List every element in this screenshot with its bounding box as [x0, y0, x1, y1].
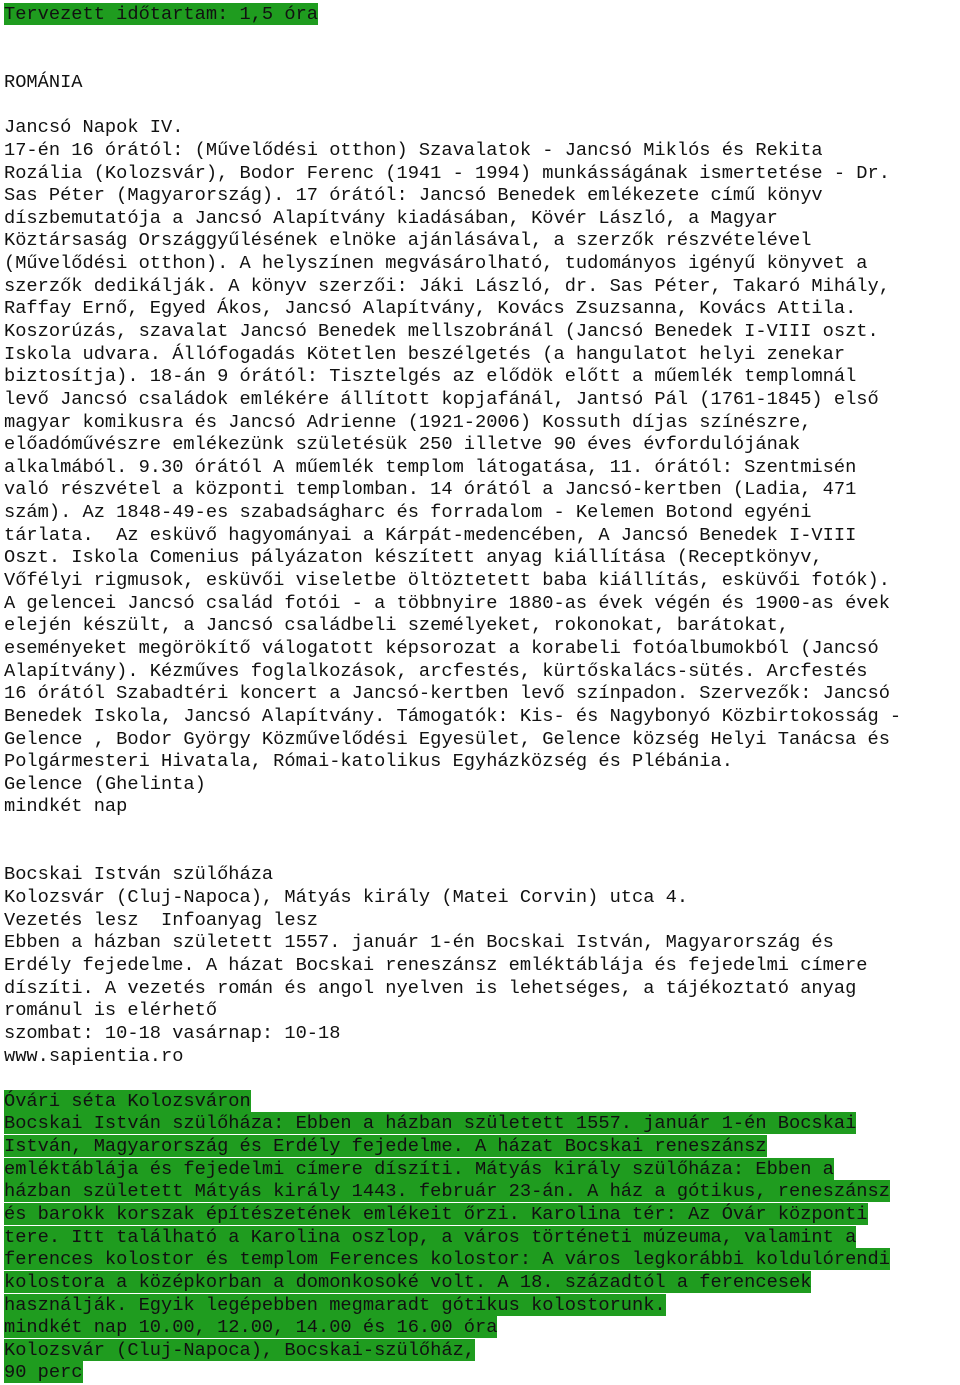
text-line: [4, 728, 956, 751]
text-line: [4, 1271, 956, 1294]
text-line: [4, 343, 956, 366]
text-line: [4, 524, 956, 547]
text-line-content: szombat: 10-18 vasárnap: 10-18: [4, 1021, 341, 1044]
spacer: [4, 26, 956, 71]
text-line-content: 16 órától Szabadtéri koncert a Jancsó-kertben levő színpadon. Szervezők: Jancsó: [4, 682, 890, 705]
text-line-content: Koszorúzás, szavalat Jancsó Benedek mellszobránál (Jancsó Benedek I-VIII oszt.: [4, 319, 879, 342]
text-line: [4, 750, 956, 773]
text-line: [4, 909, 956, 932]
text-line: [4, 592, 956, 615]
text-line-content: 90 perc: [4, 1361, 83, 1384]
text-line-content: tárlata. Az esküvő hagyományai a Kárpát-medencében, A Jancsó Benedek I-VIII: [4, 523, 857, 546]
text-line-content: házban született Mátyás király 1443. február 23-án. A ház a gótikus, reneszánsz: [4, 1180, 890, 1203]
text-line: [4, 1045, 956, 1068]
text-line: [4, 252, 956, 275]
text-line: [4, 863, 956, 886]
text-line: [4, 365, 956, 388]
text-line-content: Rozália (Kolozsvár), Bodor Ferenc (1941 - 1994) munkásságának ismertetése - Dr.: [4, 161, 890, 184]
text-line-content: Vezetés lesz Infoanyag lesz: [4, 908, 319, 931]
text-line-content: Benedek Iskola, Jancsó Alapítvány. Támogatók: Kis- és Nagybonyó Közbirtokosság -: [4, 704, 902, 727]
text-line-content: Ebben a házban született 1557. január 1-én Bocskai István, Magyarország és: [4, 931, 834, 954]
planned-duration-text: Tervezett időtartam: 1,5 óra: [4, 3, 319, 25]
text-line-content: és barokk korszak építészetének emlékeit őrzi. Karolina tér: Az Óvár központi: [4, 1202, 868, 1225]
text-line-content: Erdély fejedelme. A házat Bocskai reneszánsz emléktáblája és fejedelmi címere: [4, 953, 868, 976]
text-line-content: A gelencei Jancsó család fotói - a többnyire 1880-as évek végén és 1900-as évek: [4, 591, 890, 614]
text-line: [4, 546, 956, 569]
text-line: [4, 501, 956, 524]
text-line: [4, 184, 956, 207]
text-line: [4, 139, 956, 162]
text-line: [4, 705, 956, 728]
text-line: [4, 1112, 956, 1135]
spacer: [4, 818, 956, 863]
event-block-bocskai: [4, 863, 956, 1067]
text-line-content: Bocskai István szülőháza: Ebben a házban született 1557. január 1-én Bocskai: [4, 1112, 857, 1135]
text-line-content: Alapítvány). Kézműves foglalkozások, arcfestés, kürtőskalács-sütés. Arcfestés: [4, 659, 868, 682]
text-line-content: mindkét nap 10.00, 12.00, 14.00 és 16.00 óra: [4, 1316, 498, 1339]
text-line-content: eseményeket megörökítő válogatott képsorozat a korabeli fotóalbumokból (Jancsó: [4, 636, 879, 659]
text-line: [4, 411, 956, 434]
text-line: [4, 1294, 956, 1317]
text-line: [4, 1226, 956, 1249]
text-line-content: emléktáblája és fejedelmi címere díszíti. Mátyás király szülőháza: Ebben a: [4, 1157, 834, 1180]
text-line: [4, 954, 956, 977]
text-line-content: alkalmából. 9.30 órától A műemlék templom látogatása, 11. órától: Szentmisén: [4, 455, 857, 478]
text-line-content: Iskola udvara. Állófogadás Kötetlen beszélgetés (a hangulatot helyi zenekar: [4, 342, 846, 365]
text-line-content: románul is elérhető: [4, 999, 218, 1022]
text-line: [4, 478, 956, 501]
text-line: [4, 320, 956, 343]
text-line: [4, 388, 956, 411]
text-line: [4, 682, 956, 705]
text-line-content: Vőfélyi rigmusok, esküvői viseletbe öltöztetett baba kiállítás, esküvői fotók).: [4, 569, 890, 592]
text-line: [4, 1135, 956, 1158]
text-line-content: biztosítja). 18-án 9 órától: Tisztelgés az elődök előtt a műemlék templomnál: [4, 365, 857, 388]
text-line: [4, 977, 956, 1000]
text-line-content: 17-én 16 órától: (Művelődési otthon) Szavalatok - Jancsó Miklós és Rekita: [4, 138, 823, 161]
text-line: [4, 795, 956, 818]
text-line: [4, 999, 956, 1022]
text-line-content: Kolozsvár (Cluj-Napoca), Mátyás király (Matei Corvin) utca 4.: [4, 886, 689, 909]
text-line-content: Sas Péter (Magyarország). 17 órától: Jancsó Benedek emlékezete című könyv: [4, 184, 823, 207]
text-line-content: szám). Az 1848-49-es szabadságharc és forradalom - Kelemen Botond egyéni: [4, 501, 812, 524]
text-line: [4, 773, 956, 796]
spacer: [4, 94, 956, 117]
text-line-content: Kolozsvár (Cluj-Napoca), Bocskai-szülőház,: [4, 1338, 476, 1361]
text-line-content: levő Jancsó családok emlékére állított kopjafánál, Jantsó Pál (1761-1845) első: [4, 387, 879, 410]
text-line: [4, 1316, 956, 1339]
text-line: [4, 116, 956, 139]
text-line-content: Köztársaság Országgyűlésének elnöke ajánlásával, a szerzők részvételével: [4, 229, 812, 252]
text-line-content: (Művelődési otthon). A helyszínen megvásárolható, tudományos igényű könyvet a: [4, 252, 868, 275]
text-line: [4, 1361, 956, 1384]
text-line-content: használják. Egyik legépebben megmaradt gótikus kolostorunk.: [4, 1293, 666, 1316]
text-line: [4, 1248, 956, 1271]
document-page: [4, 3, 956, 1384]
text-line: [4, 297, 956, 320]
text-line: [4, 614, 956, 637]
text-line: [4, 1180, 956, 1203]
text-line-content: Gelence (Ghelinta): [4, 772, 206, 795]
text-line: [4, 1022, 956, 1045]
text-line: [4, 1090, 956, 1113]
text-line: [4, 660, 956, 683]
text-line: [4, 931, 956, 954]
text-line-content: előadóművészre emlékezünk születésük 250 illetve 90 éves évfordulójának: [4, 433, 801, 456]
text-line-content: István, Magyarország és Erdély fejedelme. A házat Bocskai reneszánsz: [4, 1135, 767, 1158]
text-line: [4, 886, 956, 909]
text-line: [4, 229, 956, 252]
text-line: [4, 637, 956, 660]
text-line: [4, 162, 956, 185]
text-line-content: magyar komikusra és Jancsó Adrienne (1921-2006) Kossuth díjas színészre,: [4, 410, 812, 433]
text-line-content: Jancsó Napok IV.: [4, 116, 184, 139]
country-heading: ROMÁNIA: [4, 70, 83, 93]
text-line-content: elején készült, a Jancsó családbeli személyeket, rokonokat, barátokat,: [4, 614, 790, 637]
text-line-content: díszíti. A vezetés román és angol nyelven is lehetséges, a tájékoztató anyag: [4, 976, 857, 999]
text-line-content: Raffay Ernő, Egyed Ákos, Jancsó Alapítvány, Kovács Zsuzsanna, Kovács Attila.: [4, 297, 857, 320]
text-line-content: Óvári séta Kolozsváron: [4, 1089, 251, 1112]
text-line: [4, 1203, 956, 1226]
text-line-content: Oszt. Iskola Comenius pályázaton készített anyag kiállítása (Receptkönyv,: [4, 546, 823, 569]
text-line-content: Gelence , Bodor György Közművelődési Egyesület, Gelence község Helyi Tanácsa és: [4, 727, 890, 750]
text-line: [4, 456, 956, 479]
text-line: [4, 1339, 956, 1362]
text-line-content: tere. Itt található a Karolina oszlop, a város történeti múzeuma, valamint a: [4, 1225, 857, 1248]
text-line-content: mindkét nap: [4, 795, 128, 818]
spacer: [4, 1067, 956, 1090]
text-line: [4, 275, 956, 298]
text-line-content: Bocskai István szülőháza: [4, 863, 274, 886]
text-line-content: www.sapientia.ro: [4, 1044, 184, 1067]
event-block-ovari: [4, 1090, 956, 1384]
event-block-romania: [4, 116, 956, 818]
text-line-content: Polgármesteri Hivatala, Római-katolikus Egyházközség és Plébánia.: [4, 750, 733, 773]
text-line: [4, 207, 956, 230]
text-line-content: díszbemutatója a Jancsó Alapítvány kiadásában, Kövér László, a Magyar: [4, 206, 778, 229]
text-line: [4, 569, 956, 592]
text-line: [4, 433, 956, 456]
planned-duration-line: [4, 3, 956, 26]
text-line-content: szerzők dedikálják. A könyv szerzői: Jáki László, dr. Sas Péter, Takaró Mihály,: [4, 274, 890, 297]
text-line-content: ferences kolostor és templom Ferences kolostor: A város legkorábbi koldulórendi: [4, 1248, 890, 1271]
text-line-content: való részvétel a központi templomban. 14 órától a Jancsó-kertben (Ladia, 471: [4, 478, 857, 501]
text-line: [4, 1158, 956, 1181]
text-line-content: kolostora a középkorban a domonkosoké volt. A 18. századtól a ferencesek: [4, 1270, 812, 1293]
